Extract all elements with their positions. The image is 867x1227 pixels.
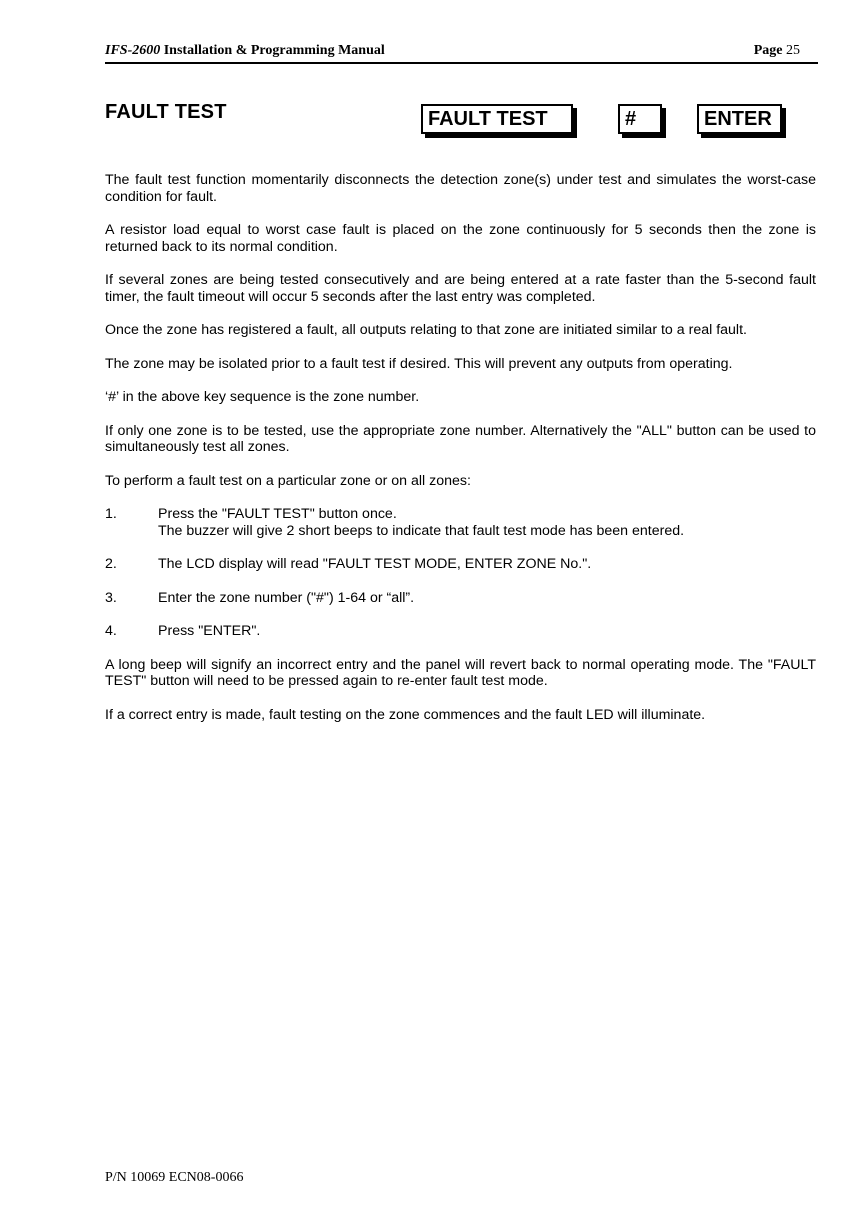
list-item [105,623,816,640]
page-number [754,43,800,59]
list-item [105,590,816,607]
page-label: Page [753,43,783,58]
step-number: 1. [105,506,117,522]
paragraph: If several zones are being tested consecutively and are being entered at a rate faster than the 5-second fault timer, the fault timeout will occur 5 seconds after the last entry was completed. [105,272,816,305]
paragraph: To perform a fault test on a particular zone or on all zones: [105,472,471,489]
paragraph: If only one zone is to be tested, use the appropriate zone number. Alternatively the "ALL" button can be used to simultaneously test all zones. [105,422,816,455]
paragraph: ‘#’ in the above key sequence is the zone number. [105,389,420,405]
manual-title-rest: Installation & Programming Manual [160,43,385,58]
list-item [105,556,816,573]
step-text: The LCD display will read "FAULT TEST MODE, ENTER ZONE No.". [158,556,592,572]
step-number: 4. [105,623,117,639]
step-line: The buzzer will give 2 short beeps to indicate that fault test mode has been entered. [158,522,685,539]
step-line: Press the "FAULT TEST" button once. [158,506,397,522]
body-text [105,172,816,740]
paragraph: The zone may be isolated prior to a fault test if desired. This will prevent any outputs from operating. [105,355,733,372]
product-name: IFS-2600 [105,43,161,58]
page-header [105,42,818,64]
step-number: 2. [105,556,117,572]
step-text: Enter the zone number ("#") 1-64 or “all”. [158,589,415,606]
paragraph: A long beep will signify an incorrect entry and the panel will revert back to normal operating mode. The "FAULT TEST" button will need to be pressed again to re-enter fault test mode. [105,656,816,689]
page-number-value: 25 [782,43,800,58]
paragraph: If a correct entry is made, fault testing on the zone commences and the fault LED will illuminate. [105,706,706,723]
fault-test-key: FAULT TEST [421,104,573,134]
step-text: Press "ENTER". [158,623,261,639]
paragraph: The fault test function momentarily disconnects the detection zone(s) under test and simulates the worst-case condition for fault. [105,172,816,205]
section-title: FAULT TEST [105,101,227,123]
step-number: 3. [105,589,117,606]
step-text [158,506,816,539]
paragraph: A resistor load equal to worst case fault is placed on the zone continuously for 5 seconds then the zone is returned back to its normal condition. [105,222,816,255]
zone-number-key: # [618,104,662,134]
enter-key: ENTER [697,104,782,134]
paragraph: Once the zone has registered a fault, all outputs relating to that zone are initiated similar to a real fault. [105,322,747,338]
manual-title [105,43,385,59]
page-footer: P/N 10069 ECN08-0066 [105,1170,244,1185]
list-item [105,506,816,539]
